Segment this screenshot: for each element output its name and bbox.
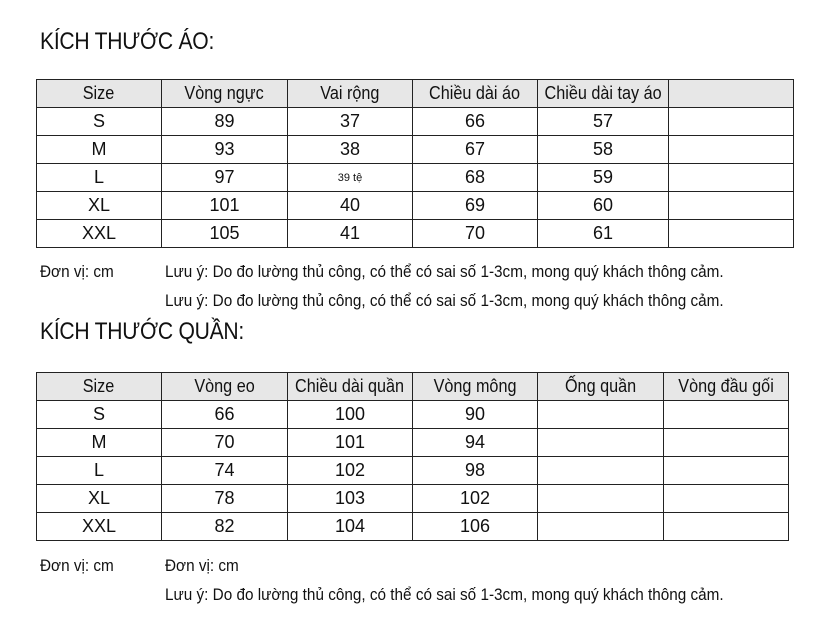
header-cell: Vòng ngực	[162, 80, 288, 108]
pants-unit-label: Đơn vị: cm	[40, 556, 114, 575]
header-cell: Size	[37, 80, 162, 108]
table-cell: L	[37, 164, 162, 192]
table-cell: 68	[413, 164, 538, 192]
table-cell: XL	[37, 192, 162, 220]
pants-size-title: KÍCH THƯỚC QUẦN:	[40, 318, 245, 345]
pants-size-table	[36, 372, 789, 541]
table-cell: XL	[37, 485, 162, 513]
header-cell	[669, 80, 794, 108]
table-cell: 93	[162, 136, 288, 164]
table-cell: 98	[413, 457, 538, 485]
table-cell: 70	[162, 429, 288, 457]
table-cell: 74	[162, 457, 288, 485]
table-cell: 69	[413, 192, 538, 220]
table-cell: 59	[538, 164, 669, 192]
table-cell: 100	[288, 401, 413, 429]
header-cell: Chiều dài tay áo	[538, 80, 669, 108]
header-cell: Vai rộng	[288, 80, 413, 108]
table-cell	[664, 429, 789, 457]
table-cell: 90	[413, 401, 538, 429]
table-cell: 97	[162, 164, 288, 192]
table-cell: XXL	[37, 220, 162, 248]
shirt-unit-label: Đơn vị: cm	[40, 262, 114, 281]
table-cell: 61	[538, 220, 669, 248]
table-cell	[669, 136, 794, 164]
table-row	[37, 485, 789, 513]
table-cell	[669, 164, 794, 192]
table-cell: 105	[162, 220, 288, 248]
table-cell: M	[37, 429, 162, 457]
table-cell: M	[37, 136, 162, 164]
table-cell: 101	[162, 192, 288, 220]
shirt-size-title: KÍCH THƯỚC ÁO:	[40, 28, 215, 55]
table-cell	[538, 457, 664, 485]
table-cell	[664, 401, 789, 429]
table-row	[37, 429, 789, 457]
table-cell	[669, 220, 794, 248]
table-cell: 58	[538, 136, 669, 164]
table-row	[37, 136, 794, 164]
table-cell: 41	[288, 220, 413, 248]
table-cell: 104	[288, 513, 413, 541]
header-cell: Chiều dài áo	[413, 80, 538, 108]
table-row	[37, 457, 789, 485]
header-cell: Vòng đầu gối	[664, 373, 789, 401]
table-cell: S	[37, 401, 162, 429]
table-cell: 60	[538, 192, 669, 220]
table-cell: 94	[413, 429, 538, 457]
table-row	[37, 108, 794, 136]
table-cell: 67	[413, 136, 538, 164]
table-cell: 57	[538, 108, 669, 136]
pants-unit-label-repeat: Đơn vị: cm	[165, 556, 239, 575]
table-cell: 66	[162, 401, 288, 429]
table-cell: L	[37, 457, 162, 485]
table-cell	[538, 429, 664, 457]
table-cell: 106	[413, 513, 538, 541]
shirt-note: Lưu ý: Do đo lường thủ công, có thể có sai số 1-3cm, mong quý khách thông cảm.	[165, 262, 724, 281]
table-row	[37, 220, 794, 248]
table-cell: 82	[162, 513, 288, 541]
table-cell: 37	[288, 108, 413, 136]
table-row	[37, 192, 794, 220]
table-row	[37, 401, 789, 429]
table-cell: 70	[413, 220, 538, 248]
table-cell: 38	[288, 136, 413, 164]
table-cell	[538, 485, 664, 513]
shirt-note-repeat: Lưu ý: Do đo lường thủ công, có thể có sai số 1-3cm, mong quý khách thông cảm.	[165, 291, 724, 310]
header-cell: Ống quần	[538, 373, 664, 401]
header-cell: Size	[37, 373, 162, 401]
table-cell	[538, 513, 664, 541]
table-cell	[664, 485, 789, 513]
table-cell: 40	[288, 192, 413, 220]
shirt-size-table	[36, 79, 794, 248]
table-cell	[669, 192, 794, 220]
table-cell: 103	[288, 485, 413, 513]
table-cell	[669, 108, 794, 136]
pants-note: Lưu ý: Do đo lường thủ công, có thể có sai số 1-3cm, mong quý khách thông cảm.	[165, 585, 724, 604]
table-cell: S	[37, 108, 162, 136]
table-cell	[664, 513, 789, 541]
table-cell: 78	[162, 485, 288, 513]
header-cell: Vòng eo	[162, 373, 288, 401]
table-cell: 66	[413, 108, 538, 136]
table-header-row	[37, 373, 789, 401]
table-cell: 102	[288, 457, 413, 485]
table-cell	[538, 401, 664, 429]
table-cell: 89	[162, 108, 288, 136]
table-row	[37, 164, 794, 192]
table-cell	[664, 457, 789, 485]
header-cell: Vòng mông	[413, 373, 538, 401]
table-header-row	[37, 80, 794, 108]
table-cell: 101	[288, 429, 413, 457]
table-cell: 39 tệ	[288, 164, 413, 192]
table-cell: 102	[413, 485, 538, 513]
table-cell: XXL	[37, 513, 162, 541]
header-cell: Chiều dài quần	[288, 373, 413, 401]
table-row	[37, 513, 789, 541]
